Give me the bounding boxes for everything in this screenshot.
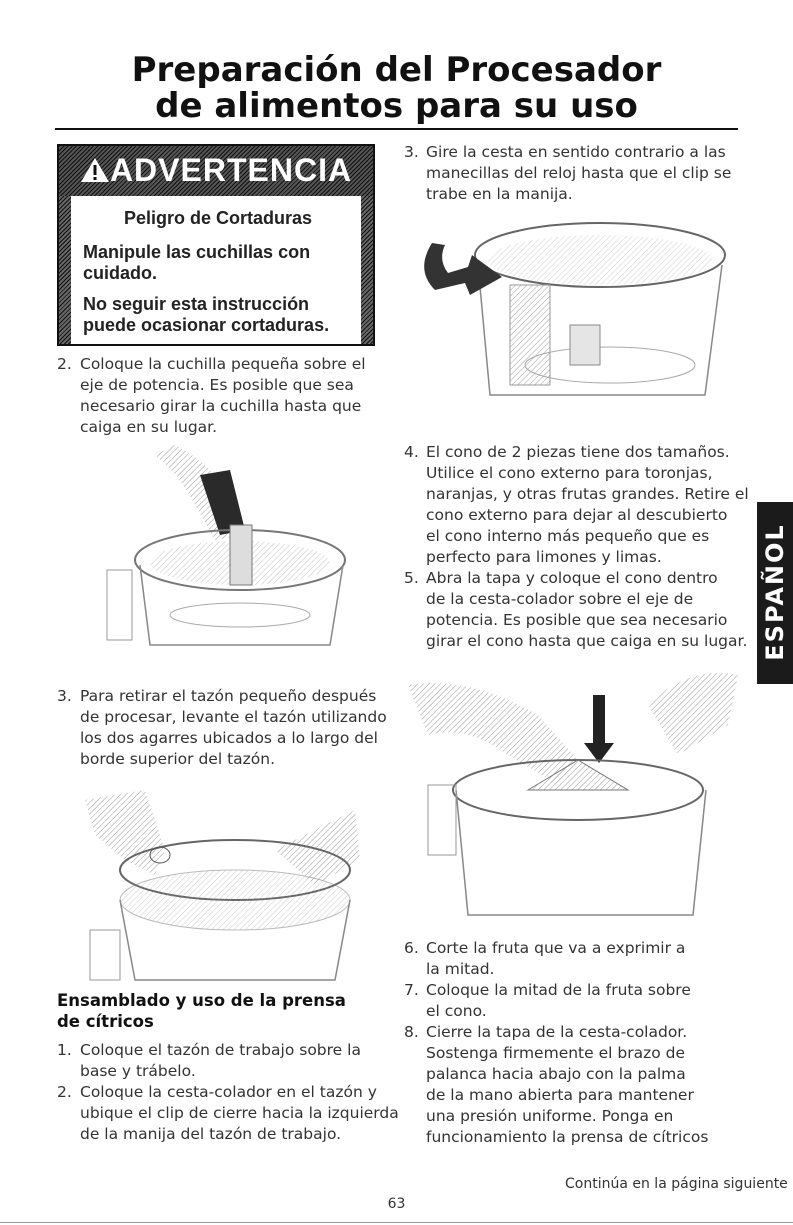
cone-placement-illustration xyxy=(408,665,748,920)
text-line: perfecto para limones y limas. xyxy=(426,548,662,566)
text-line: necesario girar la cuchilla hasta que xyxy=(80,397,362,415)
step-text xyxy=(80,1040,361,1082)
text-line: Coloque la cesta-colador en el tazón y xyxy=(80,1083,377,1101)
step-number: 1. xyxy=(57,1041,72,1059)
step-text xyxy=(80,1082,399,1145)
text-line: potencia. Es posible que sea necesario xyxy=(426,611,728,629)
text-line: Cierre la tapa de la cesta-colador. xyxy=(426,1023,688,1041)
basket-rotation-illustration xyxy=(410,215,730,405)
step-text xyxy=(426,1022,708,1148)
step-text xyxy=(426,568,747,652)
text-line: funcionamiento la prensa de cítricos xyxy=(426,1128,709,1146)
step-text xyxy=(426,142,731,205)
text-line: naranjas, y otras frutas grandes. Retire el xyxy=(426,485,749,503)
step-number: 2. xyxy=(57,355,72,373)
text-line: trabe en la manija. xyxy=(426,185,573,203)
text-line: caiga en su lugar. xyxy=(80,418,218,436)
page-number: 63 xyxy=(387,1196,406,1212)
warning-border-left xyxy=(59,196,71,344)
warning-line-1: Manipule las cuchillas con cuidado. xyxy=(83,242,311,283)
step-text xyxy=(426,938,685,980)
text-line: cono externo para dejar al descubierto xyxy=(426,506,728,524)
page-title-line1: Preparación del Procesador xyxy=(131,50,662,90)
text-line: base y trábelo. xyxy=(80,1062,196,1080)
text-line: los dos agarres ubicados a lo largo del xyxy=(80,729,378,747)
text-line: Para retirar el tazón pequeño después xyxy=(80,687,377,705)
step-number: 4. xyxy=(404,443,419,461)
text-line: borde superior del tazón. xyxy=(80,750,276,768)
title-divider xyxy=(55,128,738,130)
blade-insertion-illustration xyxy=(95,445,355,660)
bowl-removal-illustration xyxy=(85,790,360,985)
warning-subtitle: Peligro de Cortaduras xyxy=(123,208,313,228)
step-number: 5. xyxy=(404,569,419,587)
text-line: de la manija del tazón de trabajo. xyxy=(80,1125,342,1143)
text-line: Utilice el cono externo para toronjas, xyxy=(426,464,713,482)
text-line: palanca hacia abajo con la palma xyxy=(426,1065,686,1083)
text-line: ubique el clip de cierre hacia la izquierda xyxy=(80,1104,399,1122)
step-text xyxy=(426,980,691,1022)
step-number: 2. xyxy=(57,1083,72,1101)
text-line: Sostenga firmemente el brazo de xyxy=(426,1044,685,1062)
step-text xyxy=(426,442,749,568)
text-line: de la cesta-colador sobre el eje de xyxy=(426,590,694,608)
warning-header xyxy=(59,146,373,196)
text-line: de la mano abierta para mantener xyxy=(426,1086,694,1104)
warning-title xyxy=(59,152,373,189)
text-line: el cono interno más pequeño que es xyxy=(426,527,710,545)
step-text xyxy=(80,686,387,770)
warning-title-text: ADVERTENCIA xyxy=(109,152,353,188)
text-line: una presión uniforme. Ponga en xyxy=(426,1107,674,1125)
language-tab xyxy=(757,502,793,684)
step-number: 3. xyxy=(57,687,72,705)
step-number: 3. xyxy=(404,143,419,161)
text-line: Coloque el tazón de trabajo sobre la xyxy=(80,1041,361,1059)
warning-box xyxy=(57,144,375,346)
text-line: Coloque la mitad de la fruta sobre xyxy=(426,981,691,999)
text-line: girar el cono hasta que caiga en su lugar. xyxy=(426,632,748,650)
step-text xyxy=(80,354,366,438)
text-line: de procesar, levante el tazón utilizando xyxy=(80,708,387,726)
text-line: El cono de 2 piezas tiene dos tamaños. xyxy=(426,443,730,461)
step-number: 8. xyxy=(404,1023,419,1041)
step-number: 7. xyxy=(404,981,419,999)
text-line: Corte la fruta que va a exprimir a xyxy=(426,939,686,957)
warning-line-2: No seguir esta instrucción puede ocasionar cortaduras. xyxy=(83,294,330,335)
text-line: el cono. xyxy=(426,1002,487,1020)
text-line: Abra la tapa y coloque el cono dentro xyxy=(426,569,718,587)
language-tab-label: ESPAÑOL xyxy=(761,523,789,661)
section-title-line: de cítricos xyxy=(57,1012,154,1031)
section-title-line: Ensamblado y uso de la prensa xyxy=(57,991,346,1010)
text-line: Gire la cesta en sentido contrario a las xyxy=(426,143,726,161)
text-line: la mitad. xyxy=(426,960,495,978)
bottom-divider xyxy=(0,1222,793,1223)
page-title-line2: de alimentos para su uso xyxy=(155,86,638,126)
warning-triangle-icon xyxy=(80,157,110,183)
section-title xyxy=(57,990,346,1032)
text-line: eje de potencia. Es posible que sea xyxy=(80,376,354,394)
continued-note: Continúa en la página siguiente xyxy=(565,1176,788,1192)
text-line: Coloque la cuchilla pequeña sobre el xyxy=(80,355,366,373)
step-number: 6. xyxy=(404,939,419,957)
text-line: manecillas del reloj hasta que el clip se xyxy=(426,164,732,182)
